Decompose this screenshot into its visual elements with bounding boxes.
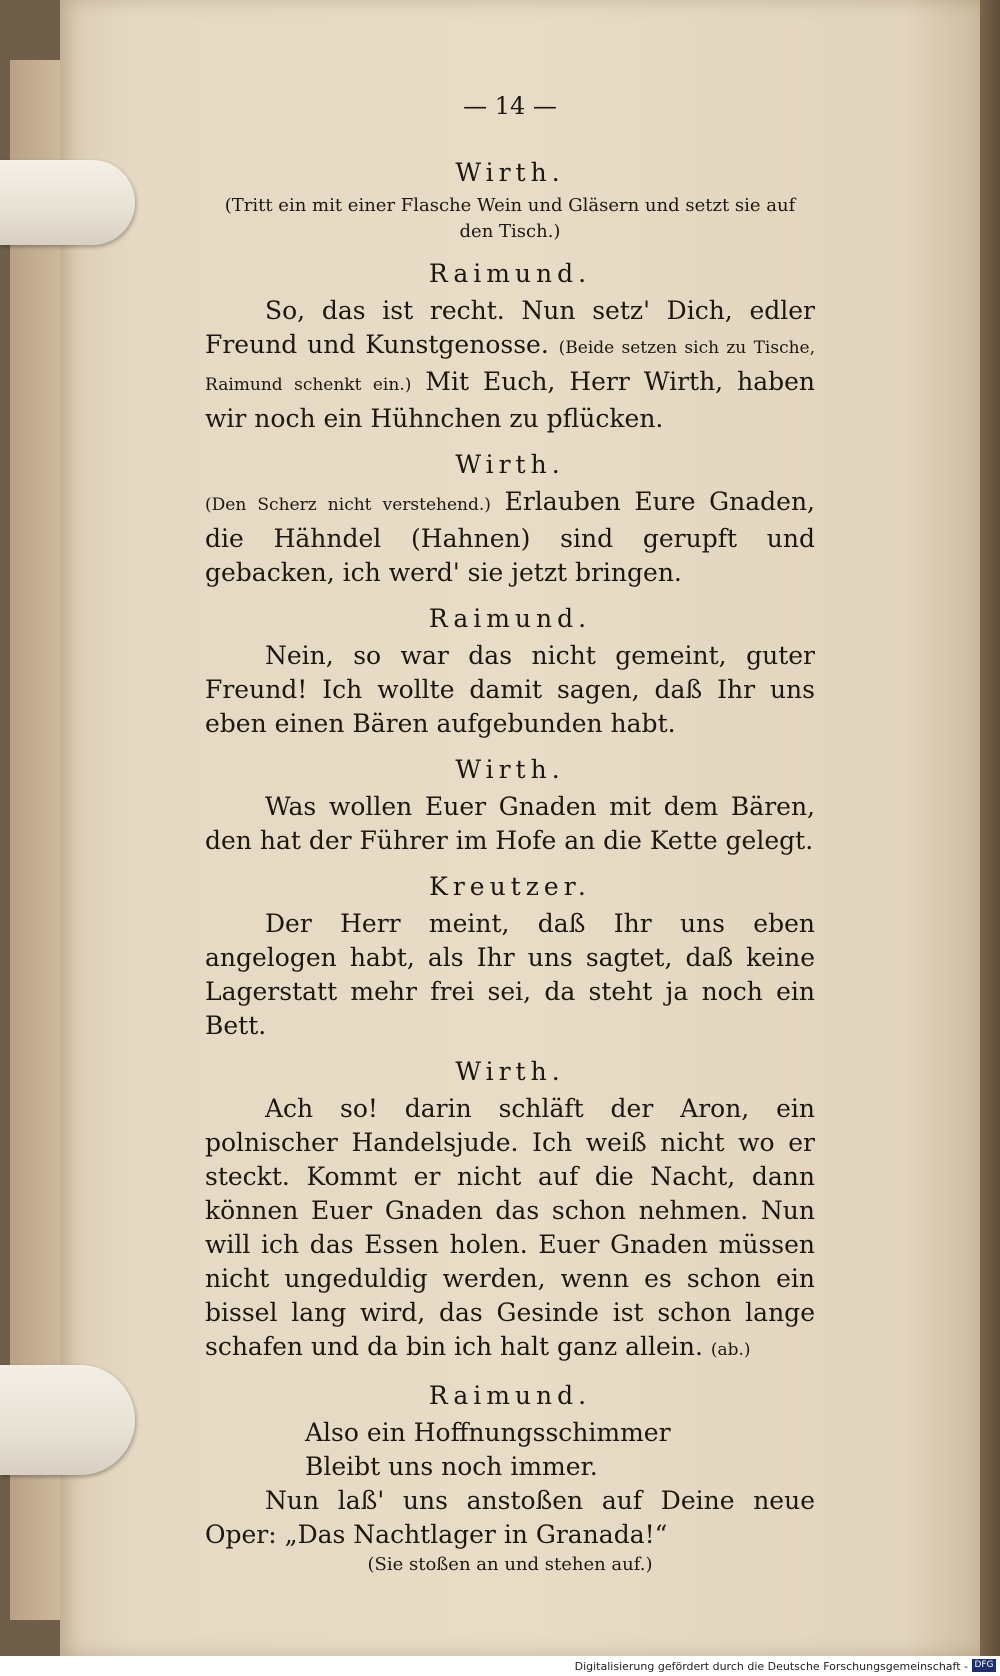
dialogue-text <box>205 485 815 590</box>
dialogue-text-part: Ach so! darin schläft der Aron, ein polnischer Handelsjude. Ich weiß nicht wo er steckt. Kommt er nicht auf die Nacht, dann können Euer Gnaden das schon nehmen. Nun will ich das Essen holen. Euer Gnaden müssen nicht ungeduldig werden, wenn es schon ein bissel lang wird, das Gesinde ist schon lange schafen und da bin ich halt ganz allein. <box>205 1094 815 1361</box>
speaker-name: Wirth. <box>455 1057 565 1086</box>
digitization-footer <box>0 1656 1000 1676</box>
dialogue-text <box>205 294 815 436</box>
speaker-name: Wirth. <box>455 450 565 479</box>
speaker-name: Raimund. <box>428 1381 592 1410</box>
dialogue-text: Was wollen Euer Gnaden mit dem Bären, den hat der Führer im Hofe an die Kette gelegt. <box>205 792 815 855</box>
dialogue-block <box>205 1381 815 1578</box>
dialogue-text: Nein, so war das nicht gemeint, guter Freund! Ich wollte damit sagen, daß Ihr uns eben einen Bären aufgebunden habt. <box>205 641 815 738</box>
stage-direction: (Den Scherz nicht verstehend.) <box>205 495 491 515</box>
dialogue-block <box>205 604 815 741</box>
speaker-name: Wirth. <box>455 158 565 187</box>
page-clip-top <box>0 160 135 245</box>
speaker-name: Kreutzer. <box>429 872 591 901</box>
dialogue-text: Der Herr meint, daß Ihr uns eben angelogen habt, als Ihr uns sagtet, daß keine Lagerstatt mehr frei sei, da steht ja noch ein Bett. <box>205 909 815 1040</box>
dialogue-block <box>205 1057 815 1367</box>
dialogue-text <box>205 1092 815 1367</box>
verse-line: Also ein Hoffnungsschimmer <box>305 1418 671 1447</box>
stage-direction: (Beide setzen sich zu Tische, Raimund schenkt ein.) <box>205 338 815 395</box>
dialogue-block <box>205 872 815 1043</box>
stage-direction: (ab.) <box>710 1340 751 1360</box>
dialogue-block <box>205 755 815 858</box>
dialogue-block <box>205 158 815 245</box>
page-number: — 14 — <box>463 92 557 120</box>
dialogue-block <box>205 259 815 436</box>
dialogue-text-part: Erlauben Eure Gnaden, die Hähndel (Hahnen) sind gerupft und gebacken, ich werd' sie jetzt bringen. <box>205 487 815 587</box>
speaker-name: Wirth. <box>455 755 565 784</box>
verse-line: Bleibt uns noch immer. <box>305 1452 598 1481</box>
page-content <box>205 92 815 1592</box>
dialogue-text-part: Mit Euch, Herr Wirth, haben wir noch ein Hühnchen zu pflücken. <box>205 367 815 433</box>
stage-direction: (Tritt ein mit einer Flasche Wein und Gläsern und setzt sie auf den Tisch.) <box>224 195 796 242</box>
dialogue-text-part: So, das ist recht. Nun setz' Dich, edler Freund und Kunstgenosse. <box>205 296 815 359</box>
stage-direction: (Sie stoßen an und stehen auf.) <box>367 1554 653 1575</box>
dialogue-text: Nun laß' uns anstoßen auf Deine neue Oper: „Das Nachtlager in Granada!“ <box>205 1486 815 1549</box>
speaker-name: Raimund. <box>428 604 592 633</box>
footer-credit: Digitalisierung gefördert durch die Deutsche Forschungsgemeinschaft - <box>574 1660 968 1673</box>
dfg-logo: DFG <box>972 1659 996 1672</box>
page-clip-bottom <box>0 1365 135 1475</box>
dialogue-block <box>205 450 815 590</box>
speaker-name: Raimund. <box>428 259 592 288</box>
